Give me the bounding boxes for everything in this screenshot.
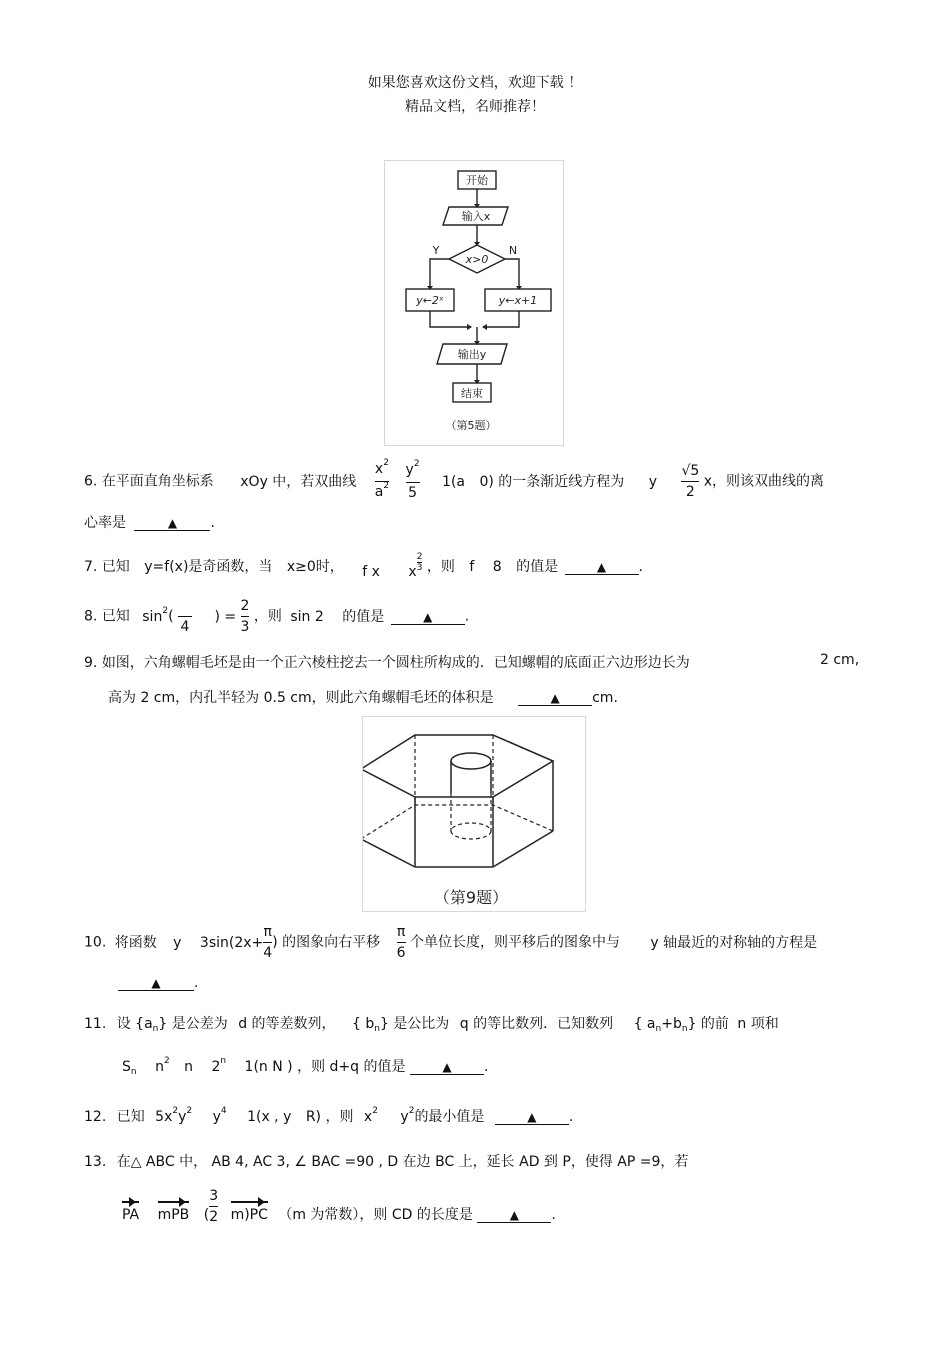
condition-label: x>0	[465, 253, 489, 266]
q7-text: ，则	[426, 559, 455, 575]
output-label: 输出y	[457, 348, 487, 361]
header-line-2: 精品文档，名师推荐！	[405, 99, 545, 115]
fraction-pi-4: $\frac{\pi}{4}$	[263, 924, 273, 961]
top-hexagon	[363, 735, 553, 797]
figure-9-hex-nut	[362, 716, 586, 912]
yes-label: Y	[432, 244, 440, 257]
answer-blank[interactable]: ▲	[518, 691, 592, 706]
start-label: 开始	[466, 174, 488, 187]
answer-blank[interactable]: ▲	[134, 516, 210, 531]
q10-text: ) 的图象向右平移	[272, 934, 381, 951]
q7-text: 已知	[101, 559, 130, 575]
left-assign-label: y←2ˣ	[416, 294, 444, 307]
q7-text: y=f(x)是奇函数，当	[144, 559, 273, 575]
answer-blank[interactable]: ▲	[495, 1110, 569, 1125]
question-number: 7.	[84, 559, 98, 575]
question-9-line-1	[84, 652, 690, 672]
input-label: 输入x	[461, 210, 491, 223]
vector-pc: m)PC	[230, 1206, 268, 1223]
q6-text: x，则该双曲线的离	[703, 473, 825, 490]
answer-blank[interactable]: ▲	[565, 560, 639, 575]
question-13-line-1	[84, 1151, 688, 1171]
vector-pa: PA	[122, 1206, 140, 1223]
q13-text: 在△ ABC 中， AB 4, AC 3, ∠ BAC =90 , D 在边 BC 上，延长 AD 到 P，使得 AP =9，若	[116, 1154, 689, 1170]
question-number: 9.	[84, 655, 98, 671]
fraction-sqrt5-2: $\frac{√5}{2}$	[681, 463, 700, 500]
q8-text: ) =	[214, 608, 237, 625]
fraction-2-3: $\frac{2}{3}$	[240, 598, 250, 635]
q6-text: xOy 中，若双曲线	[240, 473, 357, 490]
q10-text: y	[173, 934, 182, 951]
q10-text: 个单位长度，则平移后的图象中与	[409, 934, 620, 951]
q8-text: 已知	[101, 608, 130, 625]
question-number: 10.	[84, 934, 107, 951]
question-7: 7. 已知 y=f(x)是奇函数，当 x≥0时， f x x $\frac{2}{3}$ ，则 f 8 的值是 ▲ .	[84, 551, 643, 580]
question-6-line-2: 心率是 ▲ .	[84, 515, 215, 531]
fraction-x2-a2: $\frac{x^2}{a^2}$	[375, 459, 389, 504]
figure-5-flowchart	[384, 160, 564, 446]
fraction-3-2: $\frac{3}{2}$	[209, 1188, 219, 1225]
answer-blank[interactable]: ▲	[477, 1208, 551, 1223]
q10-text: 将函数	[114, 934, 157, 951]
q6-text: 在平面直角坐标系	[101, 473, 214, 490]
vector-mpb: mPB	[157, 1206, 190, 1223]
question-8: 8. 已知 $\sin^2$( 4 ) = $\frac{2}{3}$ ，则 sin 2 的值是 ▲ .	[84, 598, 470, 635]
figure-9-caption: （第9题）	[433, 888, 509, 907]
question-10-line-2: ▲ .	[118, 975, 198, 991]
question-number: 6.	[84, 473, 98, 490]
q9-text: 高为 2 cm，内孔半轻为 0.5 cm，则此六角螺帽毛坯的体积是	[108, 690, 494, 706]
q9-side-length: 2 cm,	[820, 652, 860, 668]
question-12: 12. 已知 $5x^2y^2$ $y^4$ 1(x , y R) ，则 $x^2$ $y^2$的最小值是 ▲ .	[84, 1106, 574, 1125]
bottom-hole-ellipse	[451, 823, 491, 839]
question-9-line-2: 高为 2 cm，内孔半轻为 0.5 cm，则此六角螺帽毛坯的体积是 ▲ cm.	[108, 690, 618, 706]
hex-nut-svg	[363, 717, 585, 911]
q6-text: 心率是	[84, 515, 126, 531]
answer-blank[interactable]: ▲	[391, 610, 465, 625]
q7-power: x $\frac{2}{3}$	[408, 551, 423, 580]
q9-text: 如图，六角螺帽毛坯是由一个正六棱柱挖去一个圆柱所构成的．已知螺帽的底面正六边形边长为	[101, 655, 690, 671]
question-10-line-1	[84, 922, 817, 962]
question-number: 12.	[84, 1109, 107, 1125]
question-number: 8.	[84, 608, 98, 625]
right-assign-label: y←x+1	[498, 294, 538, 307]
answer-blank[interactable]: ▲	[118, 976, 194, 991]
q7-text: 的值是	[516, 559, 559, 575]
q6-text: 0) 的一条渐近线方程为	[479, 473, 625, 490]
q6-text: 1(a	[442, 473, 465, 490]
answer-blank[interactable]: ▲	[410, 1060, 484, 1075]
question-11-line-1: 11. 设 $\{a_n\}$ 是公差为 d 的等差数列， { $b_n$} 是公比为 q 的等比数列．已知数列 { $a_n+b_n$} 的前 n 项和	[84, 1016, 779, 1034]
flowchart-svg	[385, 161, 563, 445]
fraction-pi-6: $\frac{\pi}{6}$	[396, 924, 406, 961]
q10-text: 3sin(2x+	[199, 934, 264, 951]
q7-text: f	[469, 559, 475, 575]
q8-text: sin 2	[290, 608, 324, 625]
figure-5-caption: （第5题）	[445, 419, 497, 432]
q7-text: f x	[362, 564, 380, 580]
q10-text: y 轴最近的对称轴的方程是	[650, 934, 818, 951]
q8-text: ，则	[253, 608, 282, 625]
question-11-line-2: $S_n$ $n^2$ n 2$^n$ 1(n N ) ，则 d+q 的值是 ▲ .	[122, 1056, 489, 1077]
hidden-bottom-edges	[363, 805, 553, 839]
no-label: N	[508, 244, 518, 257]
header-line-1: 如果您喜欢这份文档，欢迎下载 ！	[367, 75, 583, 91]
q8-sin-squared: $\sin^2$	[142, 605, 169, 625]
question-13-line-2: PA mPB ( $\frac{3}{2}$ m)PC （m 为常数），则 CD 的长度是 ▲ .	[122, 1188, 556, 1225]
question-number: 11.	[84, 1016, 107, 1032]
question-number: 13.	[84, 1154, 107, 1170]
top-hole-ellipse	[451, 753, 491, 769]
q7-text: 8	[492, 559, 502, 575]
q8-text: 的值是	[342, 608, 385, 625]
end-label: 结束	[461, 387, 483, 400]
q7-text: x≥0时，	[286, 559, 344, 575]
fraction-4: 4	[178, 596, 192, 637]
question-6-line-1	[84, 459, 824, 499]
fraction-y2-5: $\frac{y^2}{5}$	[405, 459, 420, 501]
q6-text: y	[648, 473, 658, 490]
